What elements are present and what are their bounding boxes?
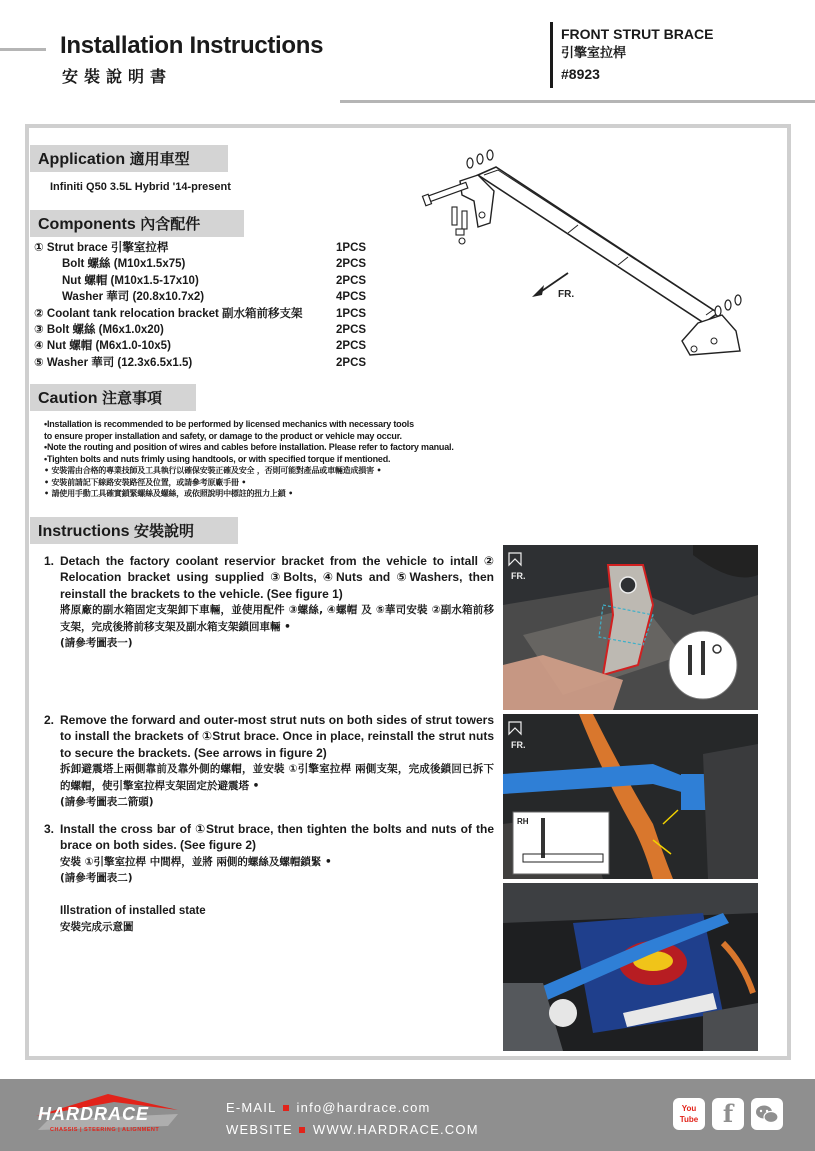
step-number: 2. — [44, 713, 55, 727]
caution-line-zh: • 安裝前請記下線路安裝路徑及位置，或請參考原廠手冊 • — [44, 477, 247, 487]
component-qty: 4PCS — [336, 291, 367, 304]
wechat-icon[interactable] — [751, 1098, 783, 1130]
component-name: Nut 螺帽 (M10x1.5-17x10) — [62, 274, 199, 287]
application-heading — [30, 145, 228, 172]
illustration-label-zh: 安裝完成示意圖 — [60, 921, 134, 934]
header-divider — [550, 22, 553, 88]
component-row — [34, 240, 394, 256]
hardrace-logo-tagline: CHASSIS | STEERING | ALIGNMENT — [50, 1127, 160, 1133]
step-ref-zh: (請參考圖表二) — [60, 872, 133, 885]
instructions-heading-en: Instructions — [38, 523, 130, 540]
figure-2-front-label: FR. — [511, 740, 526, 750]
caution-heading — [30, 384, 196, 411]
installed-state-photo — [503, 883, 758, 1051]
page-title: Installation Instructions — [60, 32, 324, 59]
facebook-icon[interactable]: f — [712, 1098, 744, 1130]
components-list — [34, 240, 394, 371]
email-row — [226, 1097, 479, 1119]
step-number: 3. — [44, 822, 55, 836]
component-row — [34, 355, 394, 371]
component-name: ③ Bolt 螺絲 (M6x1.0x20) — [34, 323, 164, 336]
components-heading — [30, 210, 244, 237]
components-heading-zh: 內含配件 — [140, 215, 201, 233]
application-heading-zh: 適用車型 — [129, 150, 190, 168]
product-info — [561, 24, 713, 84]
step-text-zh: 拆卸避震塔上兩側靠前及靠外側的螺帽，並安裝 ①引擎室拉桿 兩側支架，完成後鎖回已拆下的螺帽，使引擎室拉桿支架固定於避震塔 • — [60, 763, 494, 792]
caution-heading-en: Caution — [38, 390, 98, 407]
product-name: FRONT STRUT BRACE — [561, 26, 714, 42]
email-link[interactable]: info@hardrace.com — [296, 1100, 431, 1115]
component-name: ② Coolant tank relocation bracket 副水箱前移支架 — [34, 307, 303, 320]
component-qty: 2PCS — [336, 323, 367, 336]
strut-bar — [478, 167, 718, 323]
component-name: Bolt 螺絲 (M10x1.5x75) — [62, 258, 186, 271]
component-qty: 1PCS — [336, 242, 367, 254]
header-rule-right — [340, 100, 815, 103]
caution-line: •Tighten bolts and nuts frimly using handtools, or with specified torque if mentioned. — [44, 453, 391, 464]
component-row — [34, 273, 394, 289]
component-row — [34, 322, 394, 338]
wechat-glyph — [751, 1098, 783, 1130]
part-number: #8923 — [561, 66, 600, 82]
front-label: FR. — [558, 289, 575, 300]
step-text-zh: 安裝 ①引擎室拉桿 中間桿，並將 兩側的螺絲及螺帽鎖緊 • — [60, 855, 332, 868]
component-qty: 2PCS — [336, 258, 367, 271]
component-name: ① Strut brace 引擎室拉桿 — [34, 242, 169, 254]
component-name: ④ Nut 螺帽 (M6x1.0-10x5) — [34, 340, 171, 353]
caution-line: to ensure proper installation and safety, or damage to the product or vehicle may occur. — [44, 430, 402, 441]
step-text: Detach the factory coolant reservior bracket from the vehicle to intall ② Relocation bracket using supplied ③Bolts, ④Nuts and ⑤Washers, then reinstall the brackets to the vehicle. (See figure 1) — [60, 554, 494, 601]
component-row — [34, 338, 394, 354]
instruction-step-3 — [44, 821, 494, 935]
bullet-square — [299, 1127, 305, 1133]
strut-brace-diagram — [418, 145, 758, 365]
website-label: WEBSITE — [226, 1122, 293, 1137]
contact-info — [226, 1097, 479, 1141]
figure-1-front-label: FR. — [511, 571, 526, 581]
step-ref-zh: (請參考圖表二箭頭) — [60, 796, 154, 809]
caution-line: •Installation is recommended to be performed by licensed mechanics with necessary tools — [44, 419, 414, 429]
figure-2-inset-label: RH — [517, 817, 529, 826]
component-qty: 2PCS — [336, 356, 367, 369]
illustration-label: Illstration of installed state — [60, 904, 206, 917]
component-qty: 2PCS — [336, 274, 367, 287]
components-heading-en: Components — [38, 216, 136, 233]
instruction-step-2 — [44, 712, 494, 810]
bullet-square — [283, 1105, 289, 1111]
step-text-zh: 將原廠的副水箱固定支架卸下車輛，並使用配件 ③螺絲, ④螺帽 及 ⑤華司安裝 ②副水箱前移支架，完成後將前移支架及副水箱支架鎖回車輛 • — [60, 604, 494, 633]
instructions-heading-zh: 安裝說明 — [134, 522, 195, 540]
step-number: 1. — [44, 554, 55, 568]
figure-1-illustration — [503, 545, 758, 710]
component-row — [34, 256, 394, 272]
figure-2-illustration — [503, 714, 758, 879]
component-row — [34, 306, 394, 322]
installed-state-illustration — [503, 883, 758, 1051]
product-name-zh: 引擎室拉桿 — [561, 46, 627, 61]
instruction-step-1 — [44, 553, 494, 651]
caution-line-zh: • 請使用手動工具確實鎖緊螺絲及螺絲，或依照說明中標註的扭力上鎖 • — [44, 489, 293, 498]
figure-2-photo — [503, 714, 758, 879]
caution-list — [44, 419, 454, 500]
caution-heading-zh: 注意事項 — [102, 389, 163, 407]
instructions-heading — [30, 517, 238, 544]
caution-line: •Note the routing and position of wires and cables before installation. Please refer to factory manual. — [44, 442, 454, 452]
component-name: ⑤ Washer 華司 (12.3x6.5x1.5) — [34, 356, 193, 369]
website-row — [226, 1119, 479, 1141]
step-text: Install the cross bar of ①Strut brace, then tighten the bolts and nuts of the brace on both sides. (See figure 2) — [60, 822, 494, 853]
hardrace-logo-text: HARDRACE — [38, 1104, 149, 1124]
figure-1-photo — [503, 545, 758, 710]
step-ref-zh: (請參考圖表一) — [60, 637, 133, 650]
component-qty: 1PCS — [336, 307, 367, 320]
website-link[interactable]: WWW.HARDRACE.COM — [312, 1122, 479, 1137]
vehicle-fitment: Infiniti Q50 3.5L Hybrid '14-present — [50, 181, 231, 193]
component-row — [34, 289, 394, 305]
application-heading-en: Application — [38, 151, 126, 168]
component-qty: 2PCS — [336, 340, 367, 353]
header-rule-left — [0, 48, 46, 51]
caution-line-zh: • 安裝需由合格的專業技師及工具執行以確保安裝正確及安全 ，否則可能對產品或車輛造成損害 • — [44, 466, 382, 475]
youtube-icon[interactable]: You Tube — [673, 1098, 705, 1130]
page-subtitle: 安裝說明書 — [62, 67, 173, 86]
step-text: Remove the forward and outer-most strut nuts on both sides of strut towers to install the brackets of ①Strut brace. Once in place, reinstall the strut nuts to secure the brackets. (See arrows in figure 2) — [60, 713, 494, 760]
component-name: Washer 華司 (20.8x10.7x2) — [62, 291, 205, 304]
email-label: E-MAIL — [226, 1100, 277, 1115]
